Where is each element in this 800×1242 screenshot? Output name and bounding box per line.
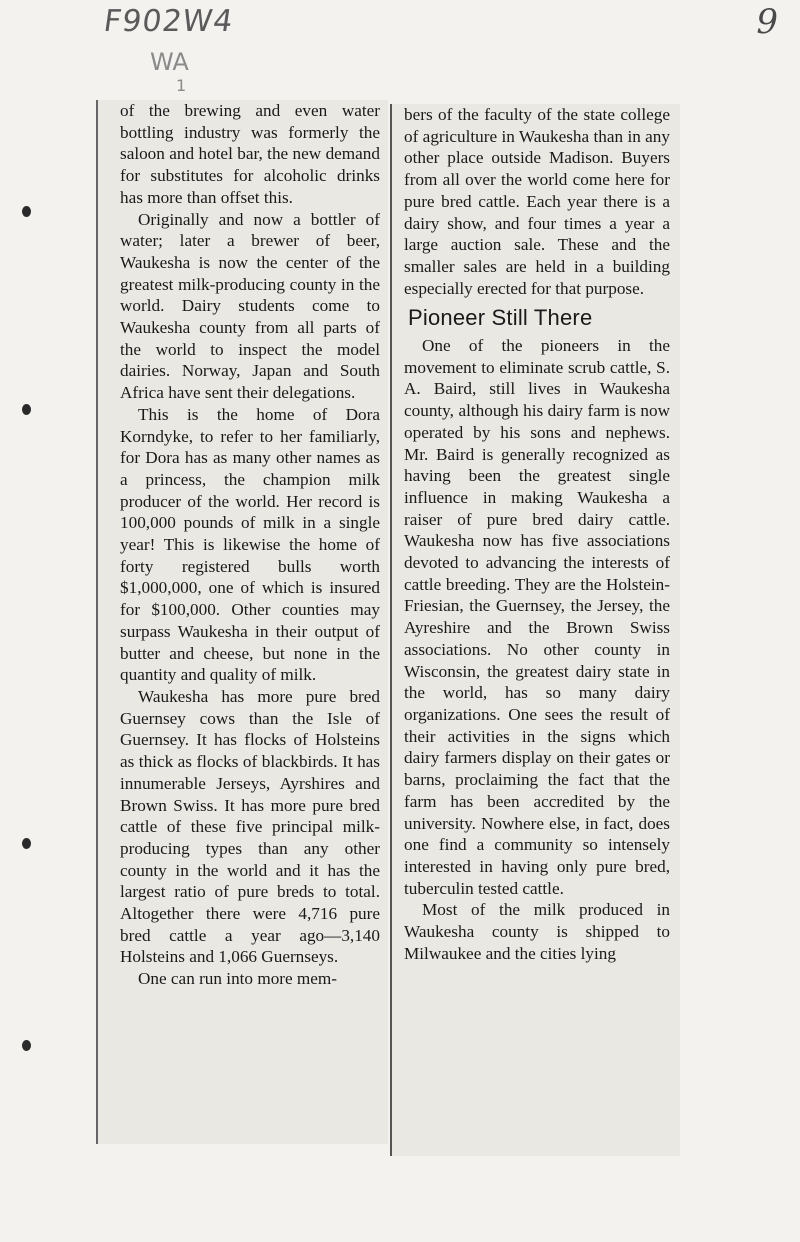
- file-tick-annotation: 1: [176, 76, 187, 95]
- left-column-text: [120, 100, 380, 990]
- right-column-text: [404, 104, 670, 964]
- punch-hole: [22, 206, 31, 217]
- paragraph: bers of the faculty of the state college of agriculture in Waukesha than in any other place outside Madison. Buyers from all over the world come here for pure bred cattle. Each year there is a dairy show, and four times a year a large auction sale. These and the smaller sales are held in a building especially erected for that purpose.: [404, 105, 670, 298]
- punch-hole: [22, 1040, 31, 1051]
- page-number: 9: [756, 2, 778, 42]
- paragraph: One can run into more mem-: [138, 969, 338, 989]
- paragraph: This is the home of Dora Korndyke, to refer to her familiarly, for Dora has as many other names as a princess, the champion milk producer of the world. Her record is 100,000 pounds of milk in a single year! This is likewise the home of forty registered bulls worth $1,000,000, one of which is insured for $100,000. Other counties may surpass Waukesha in their output of butter and cheese, but none in the quantity and quality of milk.: [120, 404, 380, 685]
- section-heading: Pioneer Still There: [408, 305, 593, 331]
- right-column-clipping: [390, 104, 680, 1156]
- file-code-annotation: F902W4: [101, 4, 236, 39]
- punch-hole: [22, 404, 31, 415]
- left-column-clipping: [96, 100, 388, 1144]
- punch-hole: [22, 838, 31, 849]
- paragraph: One of the pioneers in the movement to eliminate scrub cattle, S. A. Baird, still lives in Waukesha county, although his dairy farm is now operated by his sons and nephews. Mr. Baird is generally recognized as having been the greatest single influence in making Waukesha a raiser of pure bred dairy cattle. Waukesha now has five associations devoted to advancing the interests of cattle breeding. They are the Holstein-Friesian, the Guernsey, the Jersey, the Ayreshire and the Brown Swiss associations. No other county in Wisconsin, the greatest dairy state in the world, has so many dairy organizations. One sees the result of their activities in the signs which dairy farmers display on their gates or barns, proclaiming the fact that the farm has been accredited by the university. Nowhere else, in fact, does one find a community so intensely interested in having only pure bred, tuberculin tested cattle.: [404, 336, 670, 898]
- paragraph: Waukesha has more pure bred Guernsey cows than the Isle of Guernsey. It has flocks of Holsteins as thick as flocks of blackbirds. It has innumerable Jerseys, Ayrshires and Brown Swiss. It has more pure bred cattle of these five principal milk-producing types than any other county in the world and it has the largest ratio of pure breds to total. Altogether there were 4,716 pure bred cattle a year ago—3,140 Holsteins and 1,066 Guernseys.: [120, 686, 380, 967]
- file-sub-annotation: WA: [150, 48, 189, 76]
- paragraph: of the brewing and even water bottling industry was formerly the saloon and hotel bar, the new demand for substitutes for alcoholic drinks has more than offset this.: [120, 101, 380, 207]
- paragraph: Most of the milk produced in Waukesha county is shipped to Milwaukee and the cities lying: [404, 900, 670, 963]
- paragraph: Originally and now a bottler of water; later a brewer of beer, Waukesha is now the center of the greatest milk-producing county in the world. Dairy students come to Waukesha county from all parts of the world to inspect the model dairies. Norway, Japan and South Africa have sent their delegations.: [120, 209, 380, 403]
